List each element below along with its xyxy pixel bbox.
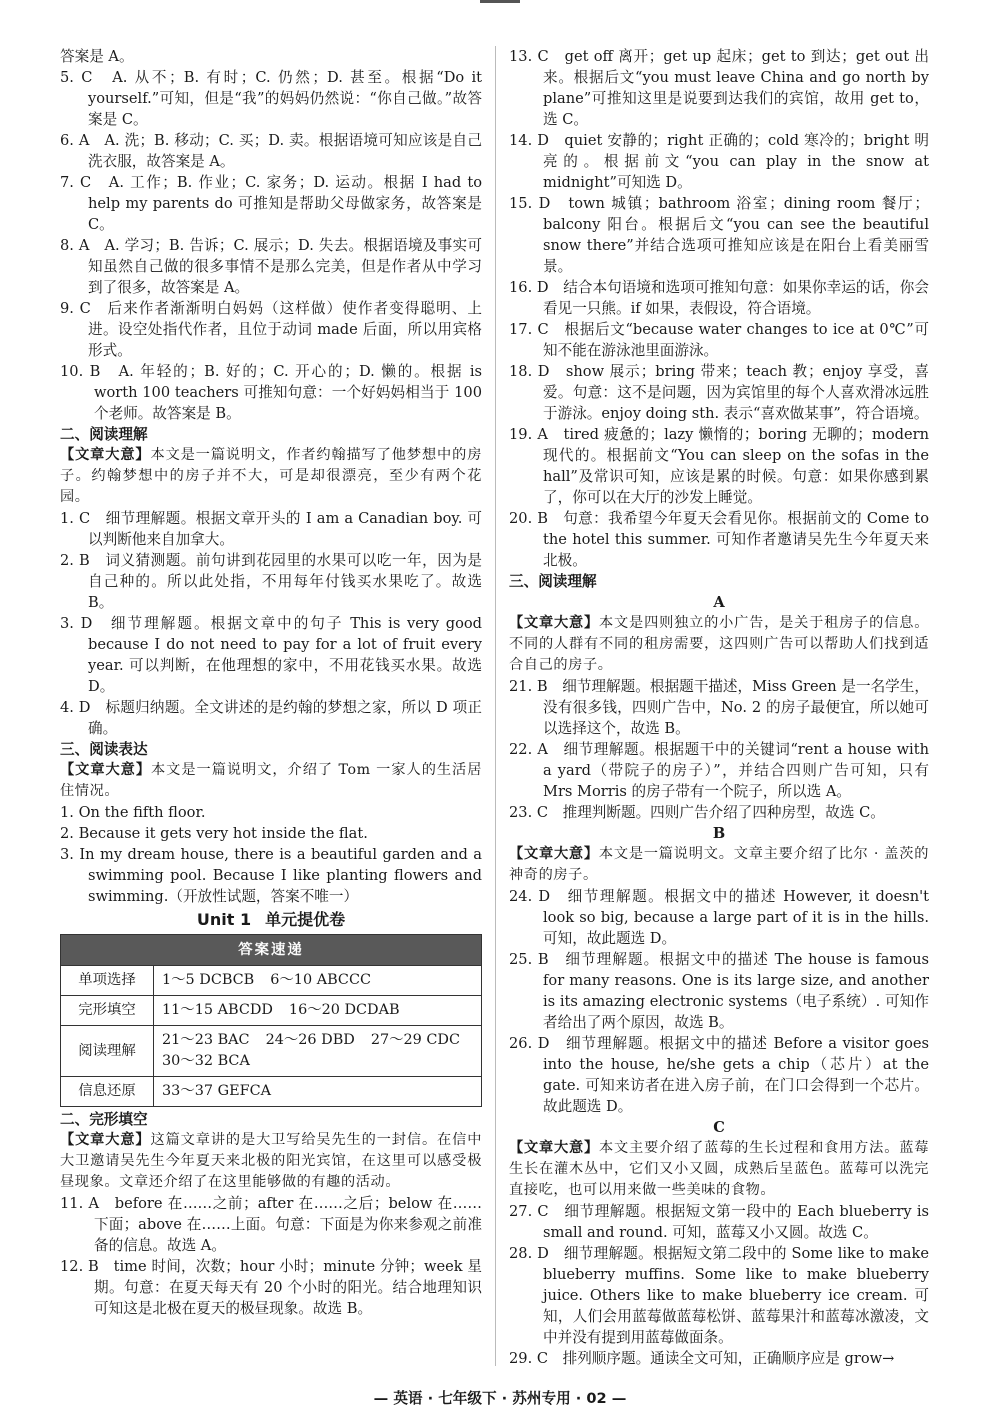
answer-item-24: 24. D 细节理解题。根据文中的描述 However, it doesn't look so big, because a large part of it is in the hills. 可知，故此题选 D。 bbox=[509, 888, 929, 947]
row-answers bbox=[154, 996, 482, 1026]
answer-item-8: 8. A A. 学习；B. 告诉；C. 展示；D. 失去。根据语境及事实可知虽然自己做的很多事情不是那么完美，但是作者从中学习到了很多，故答案是 A。 bbox=[60, 237, 482, 296]
table-row bbox=[61, 966, 482, 996]
answer-item-10: 10. B A. 年轻的；B. 好的；C. 开心的；D. 懒的。根据 is worth 100 teachers 可推知句意：一个好妈妈相当于 100 个老师。故答案是 B。 bbox=[60, 363, 482, 422]
answer-line: 答案是 A。 bbox=[60, 48, 134, 65]
summary-text: 这篇文章讲的是大卫写给吴先生的一封信。在信中大卫邀请吴先生今年夏天来北极的阳光宾馆，在这里可以感受极昼现象。文章还介绍了在这里能够做的有趣的活动。 bbox=[60, 1132, 483, 1190]
answer-item-e3: 3. In my dream house, there is a beautiful garden and a swimming pool. Because I like planting flowers and swimming.（开放性试题，答案不唯一） bbox=[60, 846, 482, 905]
answer-item-16: 16. D 结合本句语境和选项可推知句意：如果你幸运的话，你会看见一只熊。if 如果，表假设，符合语境。 bbox=[509, 279, 929, 317]
section-heading-reading: 三、阅读理解 bbox=[509, 573, 597, 590]
summary-tag: 【文章大意】 bbox=[509, 1140, 600, 1156]
section-heading-cloze: 二、完形填空 bbox=[60, 1111, 148, 1128]
unit-title-text: 单元提优卷 bbox=[265, 910, 346, 929]
summary-text: 本文是一篇说明文，介绍了 Tom 一家人的生活居住情况。 bbox=[60, 762, 482, 799]
passage-letter-a: A bbox=[713, 594, 725, 611]
right-column bbox=[509, 46, 929, 1369]
answer-group: 24～26 DBD bbox=[265, 1032, 355, 1048]
article-summary bbox=[509, 613, 929, 676]
summary-tag: 【文章大意】 bbox=[60, 762, 152, 778]
row-label: 阅读理解 bbox=[61, 1026, 154, 1077]
summary-text: 本文主要介绍了蓝莓的生长过程和食用方法。蓝莓生长在灌木丛中，它们又小又圆，成熟后呈蓝色。蓝莓可以洗完直接吃，也可以用来做一些美味的食物。 bbox=[509, 1140, 929, 1198]
top-edge-mark bbox=[480, 0, 520, 3]
answer-item-6: 6. A A. 洗；B. 移动；C. 买；D. 卖。根据语境可知应该是自己洗衣服，故答案是 A。 bbox=[60, 132, 482, 170]
answer-table bbox=[60, 934, 482, 1107]
answer-item-r4: 4. D 标题归纳题。全文讲述的是约翰的梦想之家，所以 D 项正确。 bbox=[60, 699, 482, 737]
answer-item-23: 23. C 推理判断题。四则广告介绍了四种房型，故选 C。 bbox=[509, 804, 885, 821]
answer-item-19: 19. A tired 疲惫的；lazy 懒惰的；boring 无聊的；modern 现代的。根据前文“You can sleep on the sofas in the hall”及常识可知，应该是累的时候。句意：如果你感到累了，你可以在大厅的沙发上睡觉。 bbox=[509, 426, 929, 506]
answer-item-11: 11. A before 在……之前；after 在……之后；below 在……下面；above 在……上面。句意：下面是为你来参观之前准备的信息。故选 A。 bbox=[60, 1195, 482, 1254]
article-summary bbox=[60, 760, 482, 802]
answer-item-15: 15. D town 城镇；bathroom 浴室；dining room 餐厅；balcony 阳台。根据后文“you can see the beautiful snow there”并结合选项可推知应该是在阳台上看美丽雪景。 bbox=[509, 195, 929, 275]
answer-item-26: 26. D 细节理解题。根据文中的描述 Before a visitor goes into the house, he/she gets a chip（芯片）at the gate. 可知来访者在进入房子前，在门口会得到一个芯片。故此题选 D。 bbox=[509, 1035, 929, 1115]
summary-text: 本文是一篇说明文，作者约翰描写了他梦想中的房子。约翰梦想中的房子并不大，可是却很漂亮，至少有两个花园。 bbox=[60, 447, 483, 505]
unit-title bbox=[60, 909, 482, 930]
answer-item-r3: 3. D 细节理解题。根据文章中的句子 This is very good because I do not need to pay for a lot of fruit every year. 可以判断，在他理想的家中，不用花钱买水果。故选 D。 bbox=[60, 615, 482, 695]
summary-tag: 【文章大意】 bbox=[60, 447, 151, 463]
answer-group: 11～15 ABCDD bbox=[162, 1002, 273, 1018]
answer-item-27: 27. C 细节理解题。根据短文第一段中的 Each blueberry is small and round. 可知，蓝莓又小又圆。故选 C。 bbox=[509, 1203, 929, 1241]
passage-letter-c: C bbox=[713, 1119, 725, 1136]
answer-item-7: 7. C A. 工作；B. 作业；C. 家务；D. 运动。根据 I had to help my parents do 可推知是帮助父母做家务，故答案是 C。 bbox=[60, 174, 482, 233]
article-summary bbox=[509, 844, 929, 886]
answer-table-header: 答案速递 bbox=[61, 935, 482, 966]
summary-tag: 【文章大意】 bbox=[60, 1132, 151, 1148]
row-answers bbox=[154, 1026, 482, 1077]
answer-item-28: 28. D 细节理解题。根据短文第二段中的 Some like to make blueberry muffins. Some like to make blueberry juice. Others like to make blueberry ice cream. 可知，人们会用蓝莓做蓝莓松饼、蓝莓果汁和蓝莓冰激凌，文中并没有提到用蓝莓做面条。 bbox=[509, 1245, 929, 1346]
unit-title-number: Unit 1 bbox=[196, 910, 252, 929]
answer-item-12: 12. B time 时间，次数；hour 小时；minute 分钟；week 星期。句意：在夏天每天有 20 个小时的阳光。结合地理知识可知这是北极在夏天的极昼现象。故选 B。 bbox=[60, 1258, 482, 1317]
answer-group: 30～32 BCA bbox=[162, 1053, 250, 1069]
answer-item-e2: 2. Because it gets very hot inside the flat. bbox=[60, 825, 368, 842]
answer-group: 1～5 DCBCB bbox=[162, 972, 255, 988]
passage-letter-b: B bbox=[712, 825, 726, 842]
article-summary bbox=[60, 445, 482, 508]
summary-tag: 【文章大意】 bbox=[509, 846, 599, 862]
column-divider bbox=[495, 46, 496, 1366]
row-label: 信息还原 bbox=[61, 1077, 154, 1107]
page-footer: — 英语 · 七年级下 · 苏州专用 · 02 — bbox=[373, 1390, 627, 1407]
table-row bbox=[61, 1026, 482, 1077]
left-column bbox=[60, 46, 482, 1319]
answer-group: 21～23 BAC bbox=[162, 1032, 250, 1048]
article-summary bbox=[509, 1138, 929, 1201]
article-summary bbox=[60, 1130, 482, 1193]
answer-item-25: 25. B 细节理解题。根据文中的描述 The house is famous for many reasons. One is its large size, and another is its amazing electronic systems（电子系统）. 可知作者给出了两个原因，故选 B。 bbox=[509, 951, 929, 1031]
answer-group: 16～20 DCDAB bbox=[288, 1002, 400, 1018]
answer-item-14: 14. D quiet 安静的；right 正确的；cold 寒冷的；bright 明亮的。根据前文“you can play in the snow at midnight”可知选 D。 bbox=[509, 132, 929, 191]
section-heading-reading: 二、阅读理解 bbox=[60, 426, 148, 443]
section-heading-expression: 三、阅读表达 bbox=[60, 741, 148, 758]
answer-item-29: 29. C 排列顺序题。通读全文可知，正确顺序应是 grow→ bbox=[509, 1350, 895, 1367]
row-label: 单项选择 bbox=[61, 966, 154, 996]
answer-item-20: 20. B 句意：我希望今年夏天会看见你。根据前文的 Come to the hotel this summer. 可知作者邀请吴先生今年夏天来北极。 bbox=[509, 510, 929, 569]
row-label: 完形填空 bbox=[61, 996, 154, 1026]
answer-item-22: 22. A 细节理解题。根据题干中的关键词“rent a house with a yard（带院子的房子）”，并结合四则广告可知，只有 Mrs Morris 的房子带有一个院子，所以选 A。 bbox=[509, 741, 929, 800]
answer-item-9: 9. C 后来作者渐渐明白妈妈（这样做）使作者变得聪明、上进。设空处指代作者，且位于动词 made 后面，所以用宾格形式。 bbox=[60, 300, 482, 359]
summary-text: 本文是一篇说明文。文章主要介绍了比尔 · 盖茨的神奇的房子。 bbox=[509, 846, 929, 883]
summary-text: 本文是四则独立的小广告，是关于租房子的信息。不同的人群有不同的租房需要，这四则广告可以帮助人们找到适合自己的房子。 bbox=[509, 615, 929, 673]
answer-item-13: 13. C get off 离开；get up 起床；get to 到达；get out 出来。根据后文“you must leave China and go north by plane”可推知这里是说要到达我们的宾馆，故用 get to，选 C。 bbox=[509, 48, 929, 128]
answer-item-r1: 1. C 细节理解题。根据文章开头的 I am a Canadian boy. 可以判断他来自加拿大。 bbox=[60, 510, 482, 548]
table-row bbox=[61, 996, 482, 1026]
answer-item-5: 5. C A. 从不；B. 有时；C. 仍然；D. 甚至。根据“Do it yourself.”可知，但是“我”的妈妈仍然说：“你自己做。”故答案是 C。 bbox=[60, 69, 482, 128]
answer-item-17: 17. C 根据后文“because water changes to ice at 0℃”可知不能在游泳池里面游泳。 bbox=[509, 321, 929, 359]
answer-item-r2: 2. B 词义猜测题。前句讲到花园里的水果可以吃一年，因为是自己种的。所以此处指，不用每年付钱买水果吃了。故选 B。 bbox=[60, 552, 482, 611]
summary-tag: 【文章大意】 bbox=[509, 615, 600, 631]
answer-group: 6～10 ABCCC bbox=[270, 972, 371, 988]
row-answers bbox=[154, 966, 482, 996]
table-row bbox=[61, 1077, 482, 1107]
answer-group: 27～29 CDC bbox=[370, 1032, 460, 1048]
answer-group: 33～37 GEFCA bbox=[162, 1083, 271, 1099]
answer-item-21: 21. B 细节理解题。根据题干描述，Miss Green 是一名学生，没有很多钱，四则广告中，No. 2 的房子最便宜，所以她可以选择这个，故选 B。 bbox=[509, 678, 929, 737]
row-answers bbox=[154, 1077, 482, 1107]
answer-item-18: 18. D show 展示；bring 带来；teach 教；enjoy 享受，喜爱。句意：这不是问题，因为宾馆里的每个人喜欢滑冰远胜于游泳。enjoy doing sth. 表示“喜欢做某事”，符合语境。 bbox=[509, 363, 929, 422]
answer-item-e1: 1. On the fifth floor. bbox=[60, 804, 206, 821]
